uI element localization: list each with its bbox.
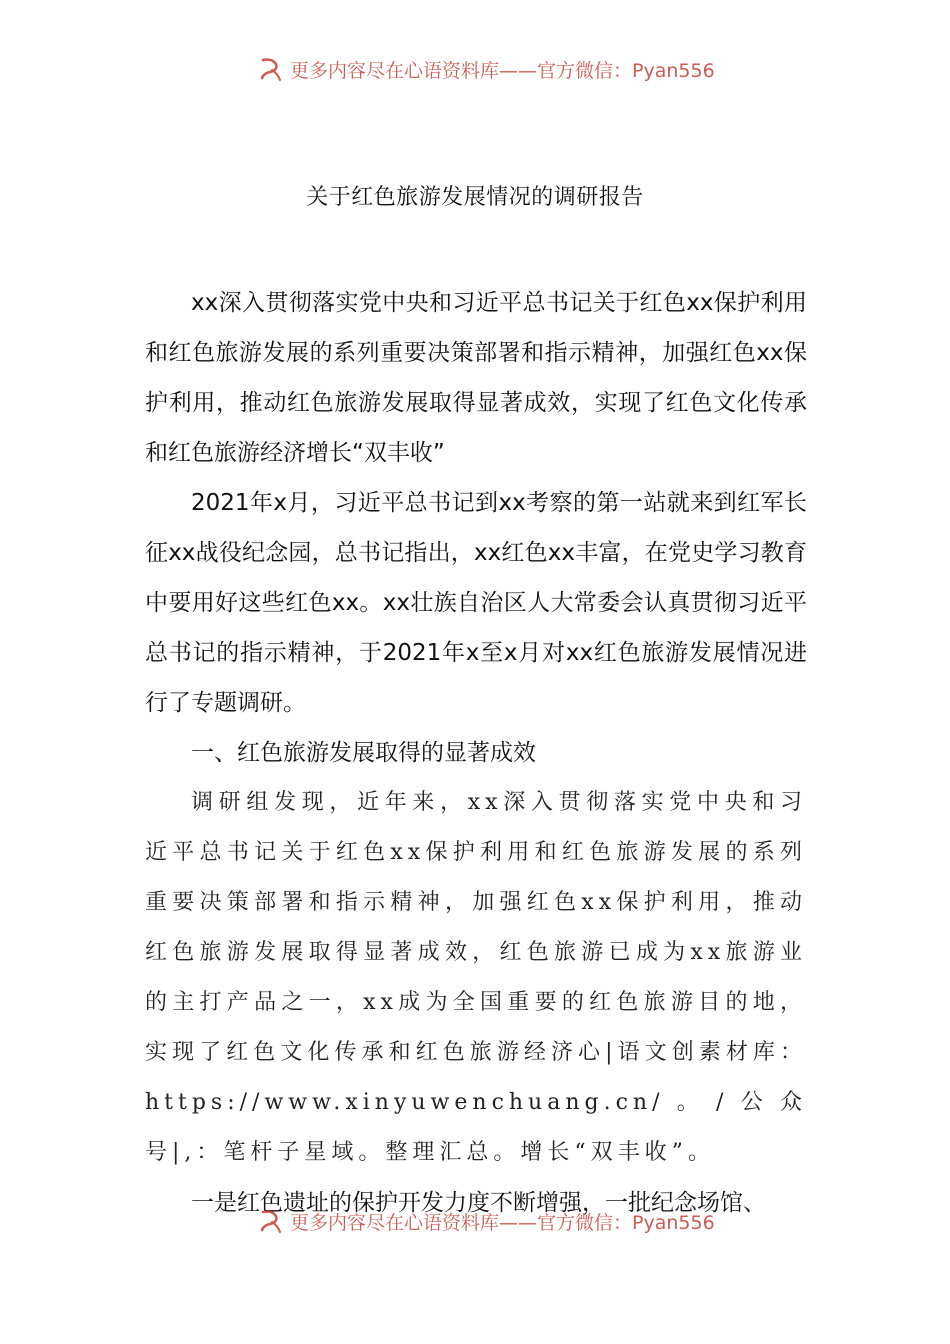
paragraph-intro: xx深入贯彻落实党中央和习近平总书记关于红色xx保护利用和红色旅游发展的系列重要决策部署和指示精神，加强红色xx保护利用，推动红色旅游发展取得显著成效，实现了红色文化传承和红色旅游经济增长“双丰收”	[145, 290, 807, 466]
document-body	[145, 278, 807, 1228]
paragraph-findings: 调研组发现，近年来，xx深入贯彻落实党中央和习近平总书记关于红色xx保护利用和红色旅游发展的系列重要决策部署和指示精神，加强红色xx保护利用，推动红色旅游发展取得显著成效，红色旅游已成为xx旅游业的主打产品之一，xx成为全国重要的红色旅游目的地，实现了红色文化传承和红色旅游经济心|语文创素材库：https://www.xinyuwenchuang.cn/。/公众号|,：笔杆子星域。整理汇总。增长“双丰收”。	[145, 790, 807, 1165]
logo-icon	[258, 56, 284, 82]
page-title: 关于红色旅游发展情况的调研报告	[306, 185, 644, 210]
footer-watermark	[258, 1206, 738, 1236]
header-watermark	[258, 54, 738, 84]
watermark-text: 更多内容尽在心语资料库——官方微信：Pyan556	[290, 1211, 715, 1234]
watermark-text: 更多内容尽在心语资料库——官方微信：Pyan556	[290, 59, 715, 82]
paragraph-background: 2021年x月，习近平总书记到xx考察的第一站就来到红军长征xx战役纪念园，总书记指出，xx红色xx丰富，在党史学习教育中要用好这些红色xx。xx壮族自治区人大常委会认真贯彻习近平总书记的指示精神，于2021年x至x月对xx红色旅游发展情况进行了专题调研。	[145, 490, 807, 716]
logo-icon	[258, 1208, 284, 1234]
paragraph-point-one: 一是红色遗址的保护开发力度不断增强，一批纪念场馆、	[191, 1190, 766, 1216]
section-heading: 一、红色旅游发展取得的显著成效	[191, 740, 536, 766]
